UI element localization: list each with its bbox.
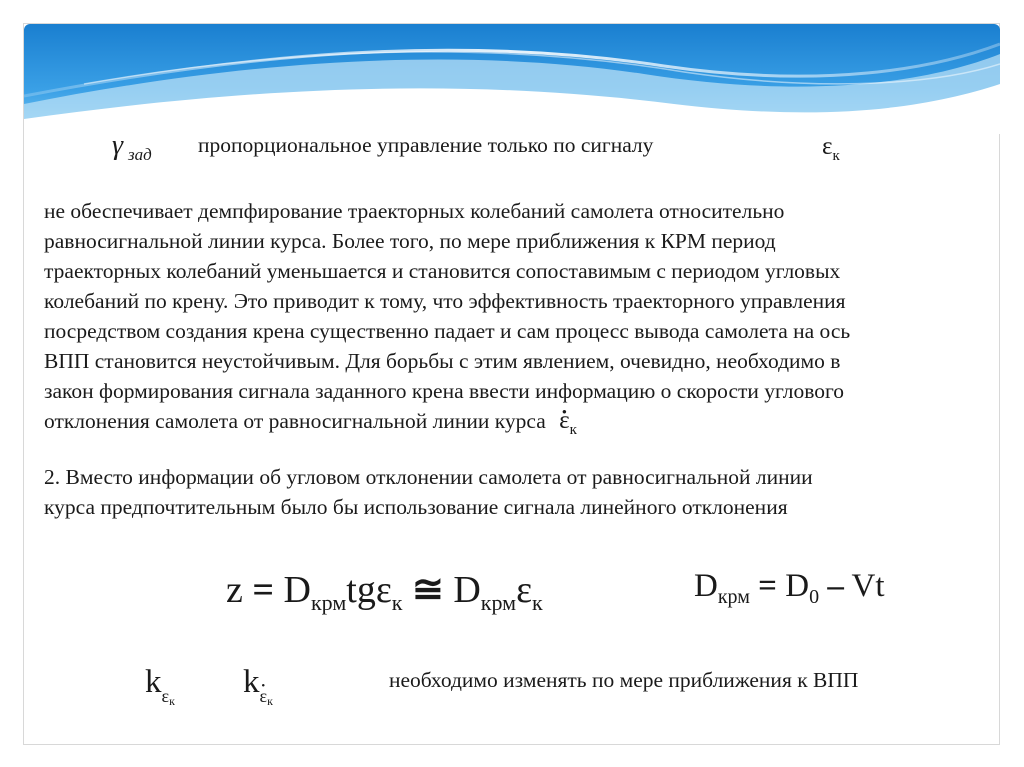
formula-dkrm: $D_{крм} = D_0 - Vt$ — [694, 568, 885, 608]
paragraph-1-line: посредством создания крена существенно падает и сам процесс вывода самолета на ось — [44, 319, 851, 343]
paragraph-2-line: 2. Вместо информации об угловом отклонении самолета от равносигнальной линии — [44, 465, 813, 489]
paragraph-1-line: закон формирования сигнала заданного крена ввести информацию о скорости углового — [44, 379, 845, 403]
formula-z: $z = D_{крм}tg\varepsilon_к$ ≅ $D_{крм}\varepsilon_к$ — [226, 569, 543, 615]
paragraph-1 — [44, 196, 850, 445]
coefficient-k-eps-dot: k• $_{\varepsilon к}$ — [243, 664, 273, 709]
paragraph-1-line: ВПП становится неустойчивым. Для борьбы с этим явлением, очевидно, необходимо в — [44, 349, 841, 373]
paragraph-1-line: колебаний по крену. Это приводит к тому, что эффективность траекторного управления — [44, 289, 846, 313]
coefficients-text: необходимо изменять по мере приближения к ВПП — [389, 668, 859, 692]
epsilon-k-symbol: $\varepsilon_к$ — [822, 133, 840, 164]
paragraph-2 — [44, 462, 813, 522]
coefficient-k-eps: $k_{\varepsilon к}$ — [145, 664, 175, 708]
paragraph-1-line: траекторных колебаний уменьшается и становится сопоставимым с периодом угловых — [44, 259, 841, 283]
paragraph-1-line: отклонения самолета от равносигнальной линии курса • $\varepsilon_к$ — [44, 406, 850, 445]
epsilon-dot-k-symbol: • $\varepsilon_к$ — [559, 407, 577, 434]
paragraph-2-line: курса предпочтительным было бы использование сигнала линейного отклонения — [44, 495, 788, 519]
header-wave-banner — [24, 24, 1000, 134]
paragraph-1-line: равносигнальной линии курса. Более того, по мере приближения к КРМ период — [44, 229, 776, 253]
intro-text: пропорциональное управление только по сигналу — [198, 133, 654, 157]
gamma-zad-symbol: γ $_{зад}$ — [112, 130, 152, 164]
paragraph-1-line: не обеспечивает демпфирование траекторных колебаний самолета относительно — [44, 199, 785, 223]
